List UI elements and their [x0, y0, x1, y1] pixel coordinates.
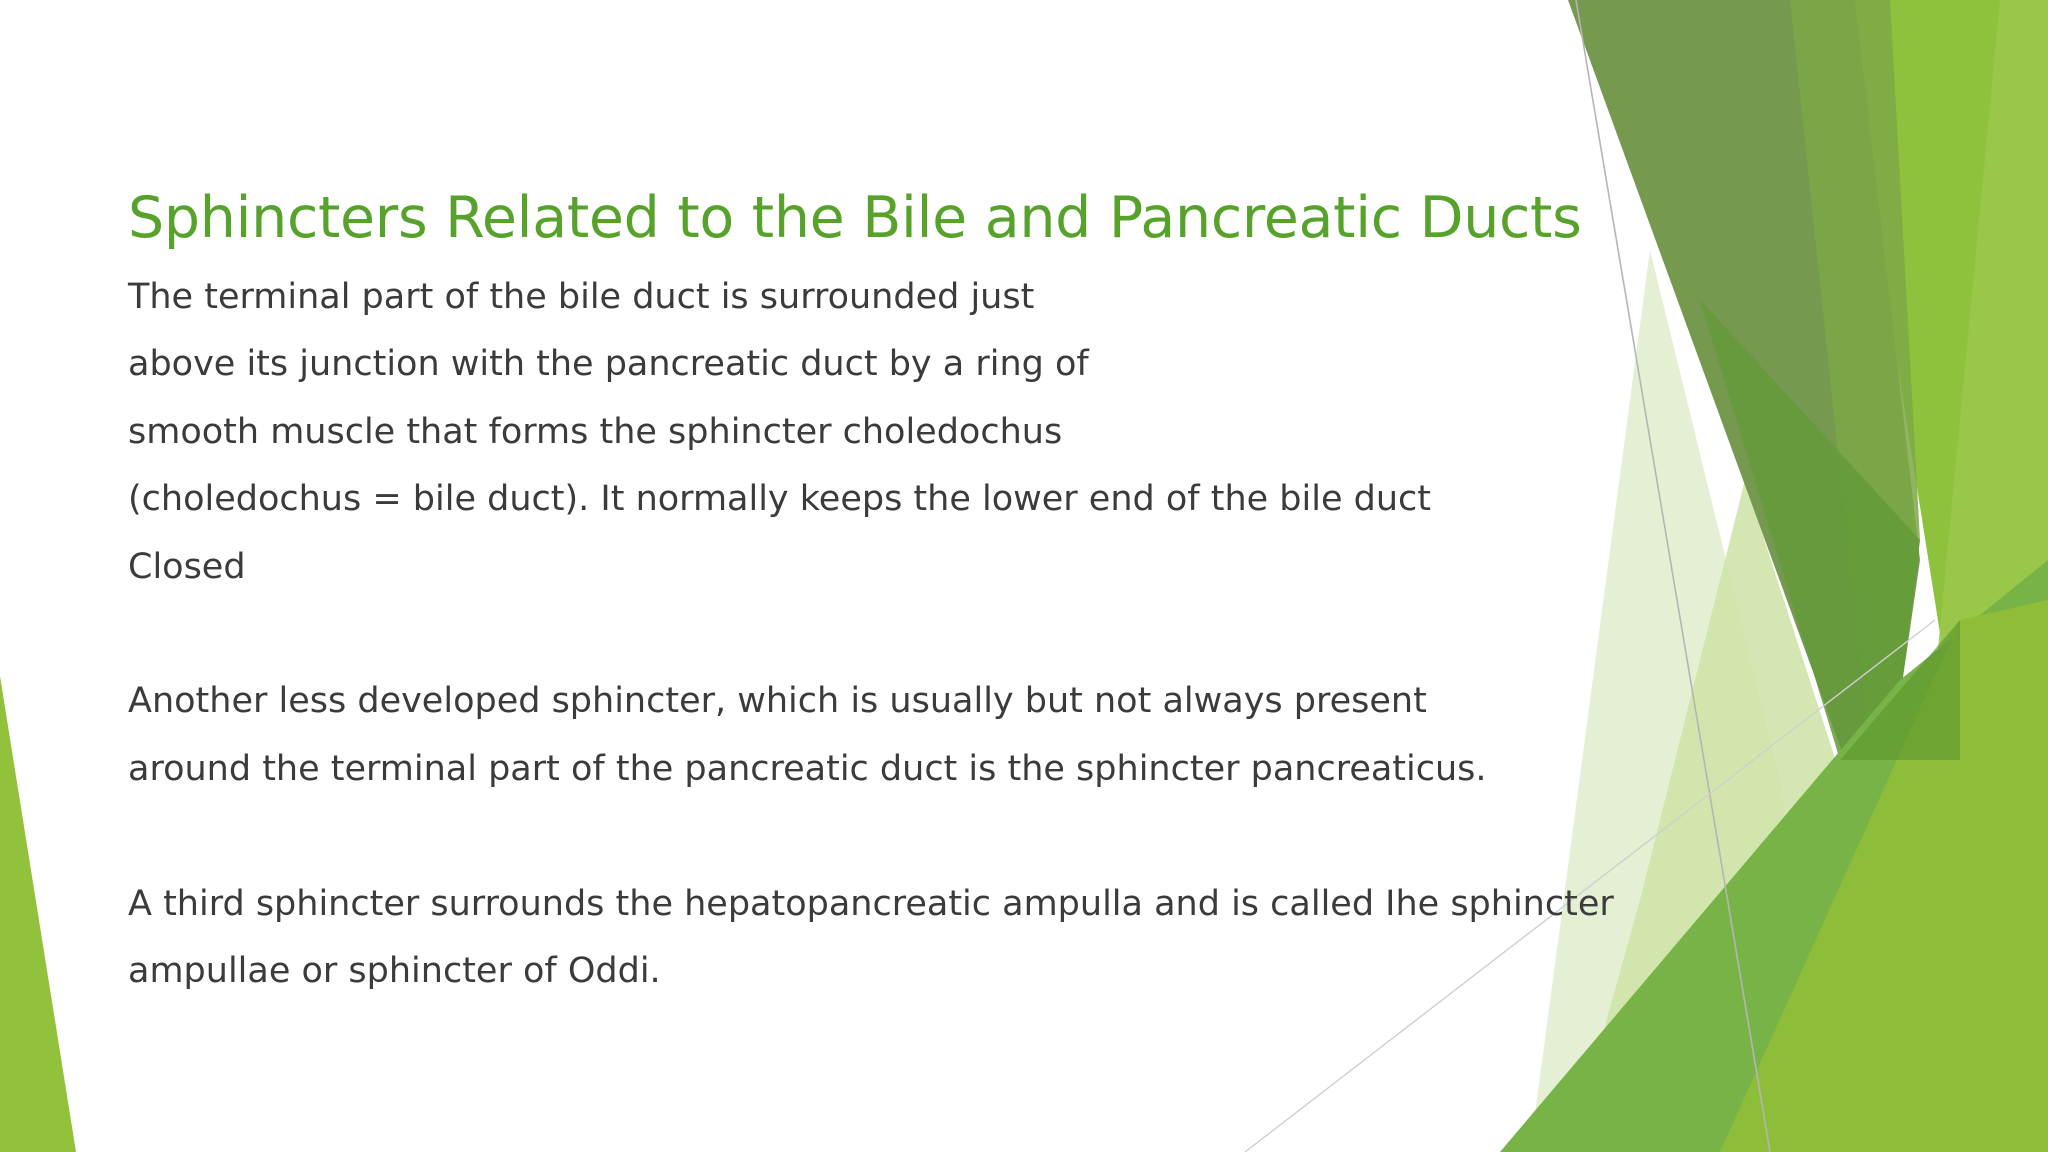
body-line: Another less developed sphincter, which is usually but not always present [128, 681, 1427, 722]
body-line: (choledochus = bile duct). It normally keeps the lower end of the bile duct [128, 479, 1431, 520]
body-line: ampullae or sphincter of Oddi. [128, 950, 661, 991]
body-line: above its junction with the pancreatic duct by a ring of [128, 344, 1089, 385]
body-line: around the terminal part of the pancreatic duct is the sphincter pancreaticus. [128, 748, 1487, 789]
body-line: smooth muscle that forms the sphincter choledochus [128, 411, 1063, 452]
body-line: The terminal part of the bile duct is surrounded just [128, 277, 1035, 317]
slide-title: Sphincters Related to the Bile and Pancreatic Ducts [128, 185, 1582, 251]
paragraph-spacer [128, 803, 1628, 870]
slide-body [128, 264, 1628, 1005]
body-line: A third sphincter surrounds the hepatopancreatic ampulla and is called Ihe sphincter [128, 883, 1614, 924]
left-green-sliver [0, 676, 76, 1152]
paragraph-spacer [128, 601, 1628, 668]
body-line: Closed [128, 546, 246, 587]
